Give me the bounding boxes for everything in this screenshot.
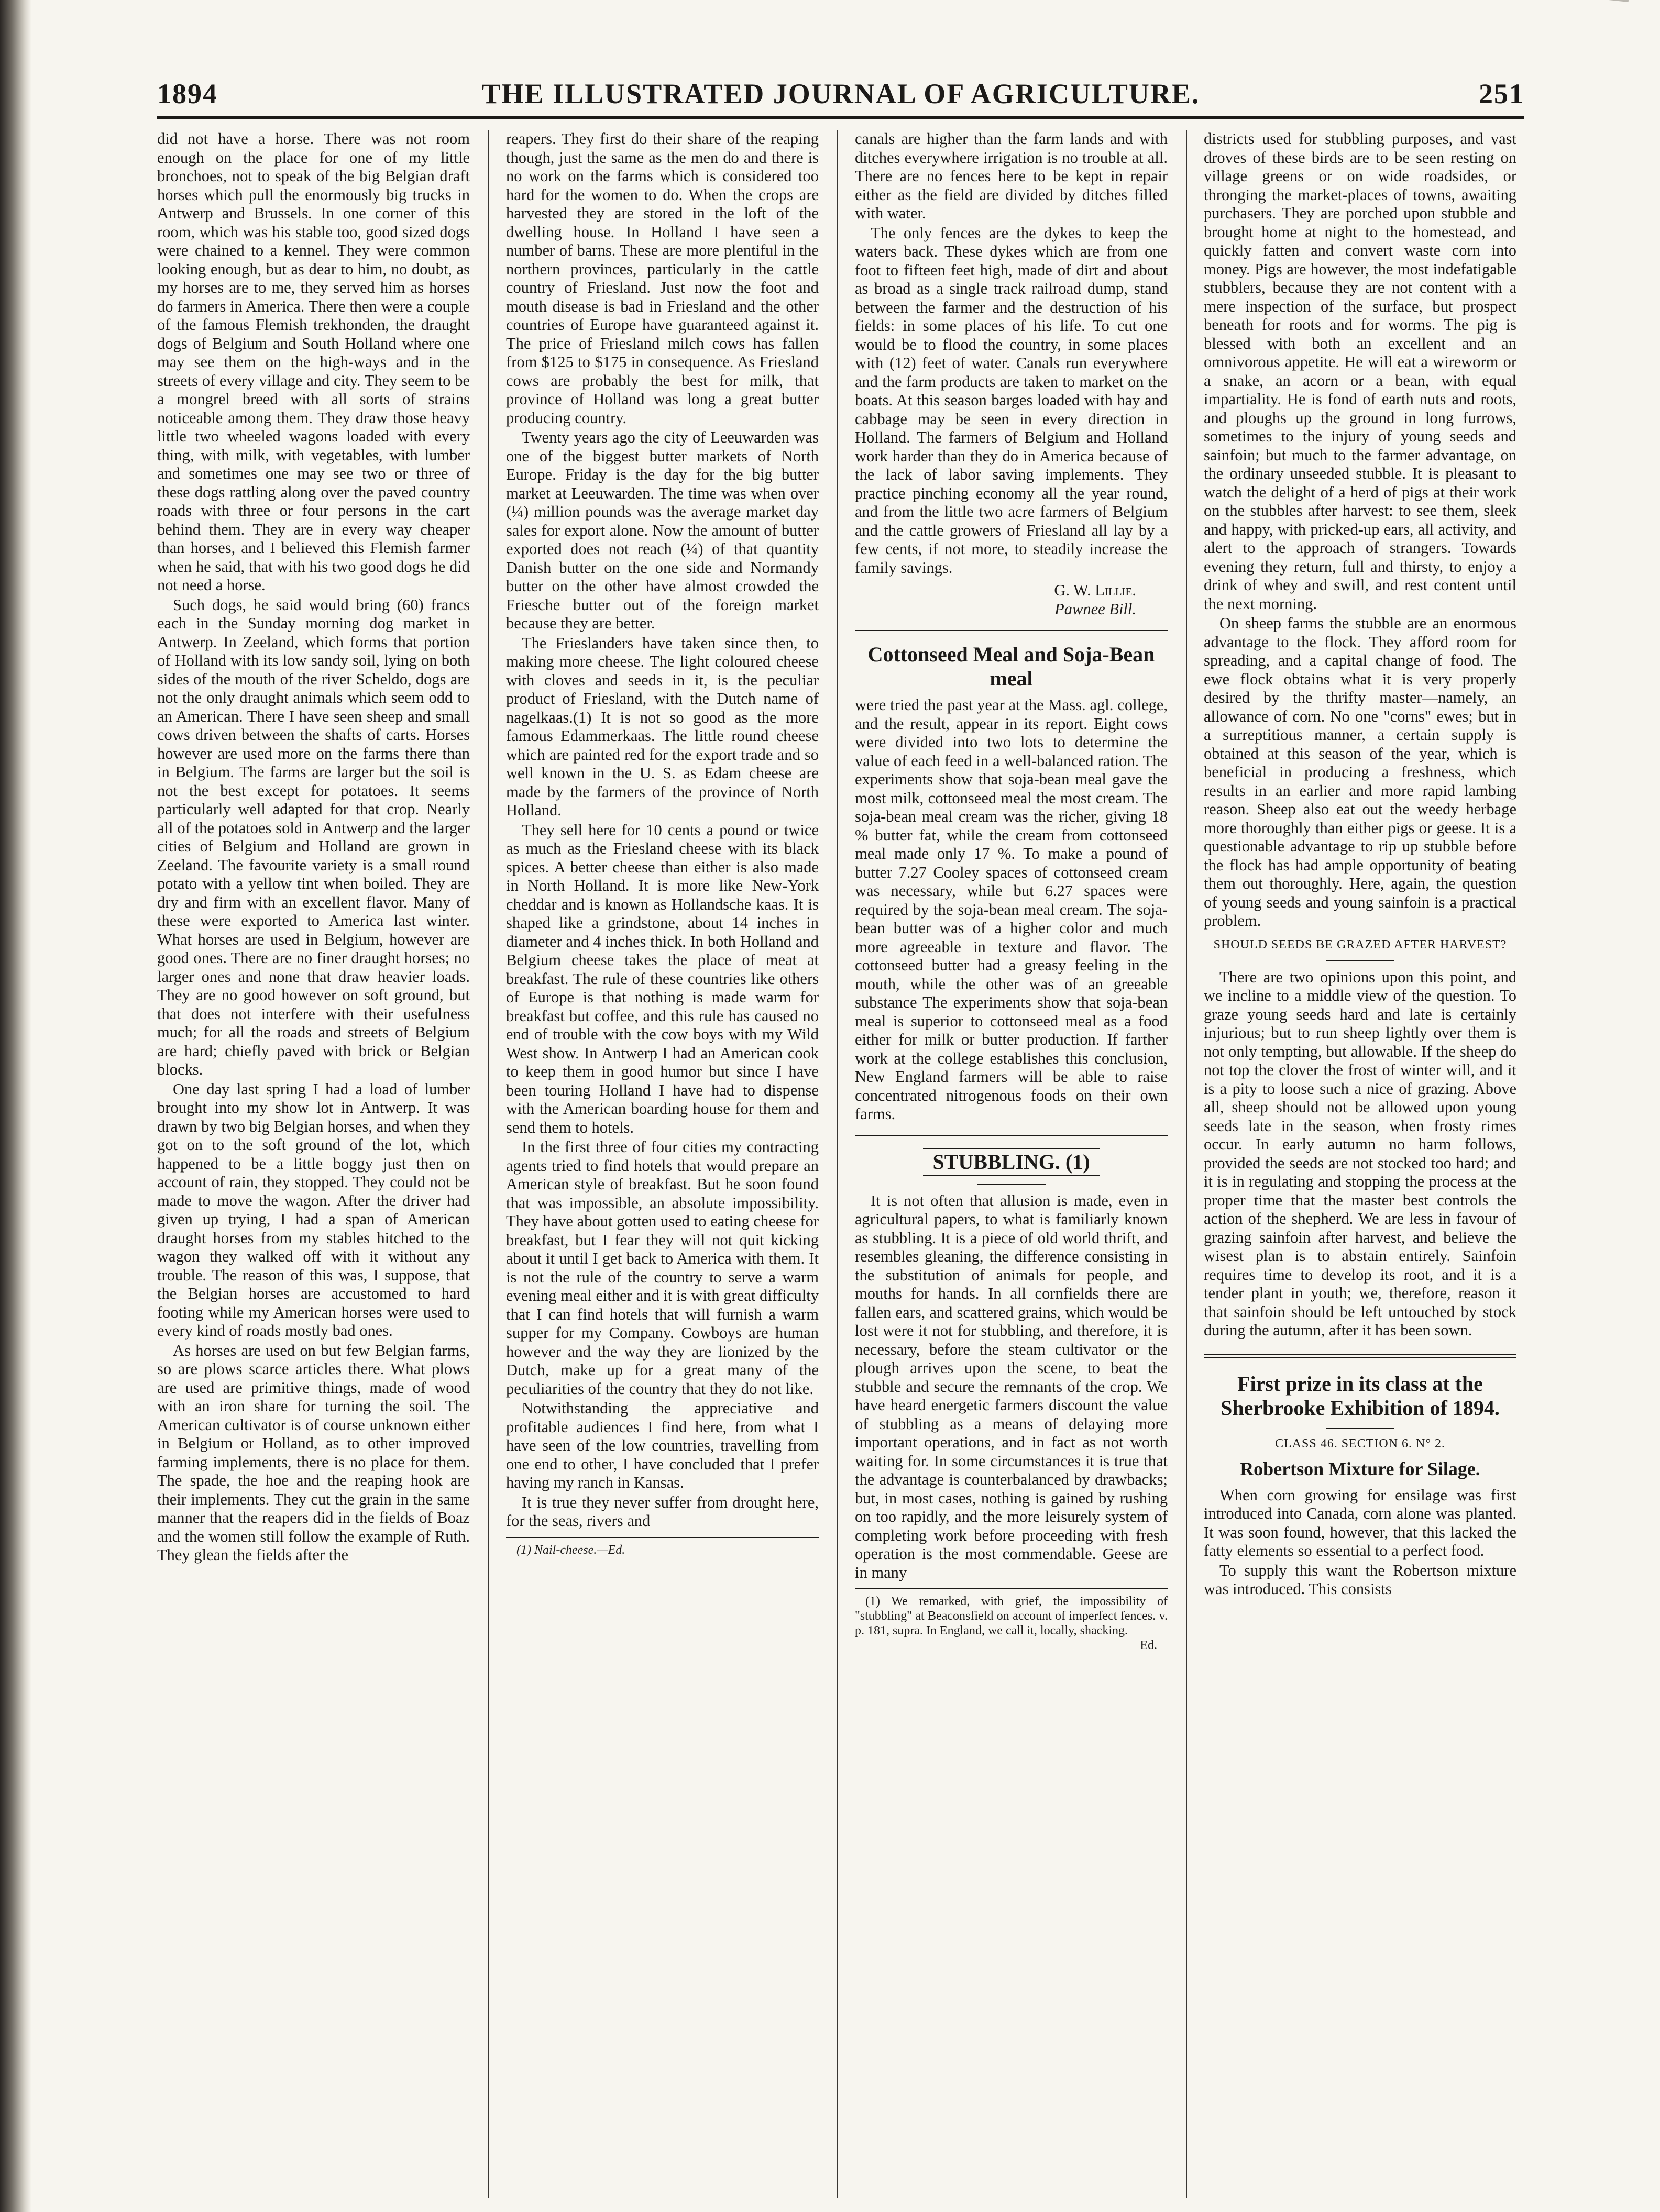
article-separator [855, 1135, 1168, 1136]
paragraph: There are two opinions upon this point, and we incline to a middle view of the question. To graze young seeds hard and late is certainly injurious; but to run sheep lightly over them is not only tempting, but allowable. If the sheep do not top the clover the frost of winter will, and it is a pity to loose such a nice of grazing. Above all, sheep should not be allowed upon young seeds late in the season, when frosty rimes occur. In early autumn no harm follows, provided the seeds are not stocked too hard; and it is in regulating and stopping the process at the proper time that the master best controls the action of the shepherd. We are less in favour of grazing sainfoin after harvest, and believe the wisest plan is to abstain entirely. Sainfoin requires time to develop its root, and it is a tender plant in youth; we, therefore, reason it that sainfoin should be left untouched by stock during the autumn, after it has been sown. [1204, 968, 1516, 1339]
footnote-rule [855, 1588, 1168, 1589]
paragraph: It is true they never suffer from drought here, for the seas, rivers and [506, 1493, 819, 1530]
column-divider [488, 130, 489, 2198]
stubbling-title: STUBBLING. (1) [923, 1148, 1099, 1176]
paragraph: reapers. They first do their share of the reaping though, just the same as the men do and there is no work on the farms which is considered too hard for the women to do. When the crops are harvested they are stored in the loft of the dwelling house. In Holland I have seen a number of barns. These are more plentiful in the northern provinces, particularly in the cattle country of Friesland. Just now the foot and mouth disease is bad in Friesland and the other countries of Europe have guaranteed against it. The price of Friesland milch cows has fallen from $125 to $175 in consequence. As Friesland cows are probably the best for milk, that province of Holland was long a great butter producing country. [506, 130, 819, 427]
paragraph: One day last spring I had a load of lumber brought into my show lot in Antwerp. It was drawn by two big Belgian horses, and when they got on to the soft ground of the lot, which happened to be a little boggy just then on account of rain, they stopped. They could not be made to move the wagon. After the driver had given up trying, I had a span of American draught horses from my stables hitched to the wagon they walked off with it without any trouble. The reason of this was, I suppose, that the Belgian horses are accustomed to hard footing while my American horses were used to every kind of roads mostly bad ones. [157, 1080, 470, 1340]
header-year: 1894 [157, 78, 218, 109]
column-3 [855, 130, 1168, 2198]
paragraph: districts used for stubbling purposes, and vast droves of these birds are to be seen resting on village greens or on wide roadsides, or thronging the market-places of towns, awaiting purchasers. They are porched upon stubble and brought home at night to the homestead, and quickly fatten and convert waste corn into money. Pigs are however, the most indefatigable stubblers, because they are not content with a mere inspection of the surface, but prospect beneath for roots and for worms. The pig is blessed with both an excellent and an omnivorous appetite. He will eat a wireworm or a snake, an acorn or a bean, with equal impartiality. He is fond of earth nuts and roots, and ploughs up the ground in long furrows, sometimes to the injury of young seeds and sainfoin; but much to the farmer advantage, on the ordinary unseeded stubble. It is pleasant to watch the delight of a herd of pigs at their work on the stubbles after harvest: to see them, sleek and happy, with pricked-up ears, all activity, and alert to the approach of strangers. Towards evening they return, full and thirsty, to enjoy a drink of whey and swill, and rest content until the next morning. [1204, 130, 1516, 613]
mixture-title: Robertson Mixture for Silage. [1240, 1458, 1480, 1479]
column-4 [1204, 130, 1516, 2198]
header-rule [157, 116, 1524, 119]
paragraph: did not have a horse. There was not room enough on the place for one of my little bronchoes, not to speak of the big Belgian draft horses which pull the enormously big trucks in Antwerp and Brussels. In one corner of this room, which was his stable too, good sized dogs were chained to a kennel. They were common looking enough, but as dear to him, no doubt, as my horses are to me, they served him as horses do farmers in America. There then were a couple of the famous Flemish trekhonden, the draught dogs of Belgium and South Holland where one may see them on the high-ways and in the streets of every village and city. They seem to be a mongrel breed with all sorts of strains noticeable among them. They draw those heavy little two wheeled wagons loaded with every thing, with milk, with vegetables, with lumber and sometimes one may see two or three of these dogs rattling along over the paved country roads with three or four persons in the cart behind them. They are in every way cheaper than horses, and I believed this Flemish farmer when he said, that with his two good dogs he did not need a horse. [157, 130, 470, 594]
column-divider [837, 130, 838, 2198]
paragraph: As horses are used on but few Belgian farms, so are plows scarce articles there. What plows are used are primitive things, made of wood with an iron share for turning the soil. The American cultivator is of course unknown either in Belgium or Holland, as to other improved farming implements, there is no place for them. The spade, the hoe and the reaping hook are their implements. They cut the grain in the same manner that the reapers did in the fields of Boaz and the women still follow the example of Ruth. They glean the fields after the [157, 1341, 470, 1564]
article-separator [855, 630, 1168, 631]
article-title-cottonseed: Cottonseed Meal and Soja-Bean meal [867, 643, 1155, 690]
paragraph: On sheep farms the stubble are an enormous advantage to the flock. They afford room for spreading, and a capital change of food. The ewe flock obtains what it is very properly desired by the thrifty master—namely, an allowance of corn. No one "corns" ewes; but in a surreptitious manner, a certain supply is obtained at this season of the year, which is beneficial in producing a freshness, which results in an earlier and more rapid lambing reason. Sheep also eat out the weedy herbage more thoroughly than either pigs or geese. It is a questionable advantage to rip up stubble before the flock has had ample opportunity of beating them out thoroughly. Here, again, the question of young seeds and young sainfoin is a practical problem. [1204, 614, 1516, 930]
paragraph: They sell here for 10 cents a pound or twice as much as the Friesland cheese with its black spices. A better cheese than either is also made in North Holland. It is more like New-York cheddar and is known as Hollandsche kaas. It is shaped like a grindstone, about 14 inches in diameter and 4 inches thick. In both Holland and Belgium cheese takes the place of meat at breakfast. The rule of these countries like others of Europe is that nothing is made warm for breakfast but coffee, and this rule has caused no end of trouble with the cow boys with my Wild West show. In Antwerp I had an American cook to keep them in good humor but since I have been touring Holland I have had to dispense with the American boarding house for them and send them to hotels. [506, 821, 819, 1136]
article-separator [1204, 1354, 1516, 1358]
paragraph: To supply this want the Robertson mixture was introduced. This consists [1204, 1561, 1516, 1598]
paragraph: When corn growing for ensilage was first introduced into Canada, corn alone was planted. It was soon found, however, that this lacked the fatty elements so essential to a perfect food. [1204, 1486, 1516, 1560]
author-signature: G. W. Lillie. [1054, 581, 1136, 599]
footnote [855, 1594, 1168, 1653]
section-subheading: SHOULD SEEDS BE GRAZED AFTER HARVEST? [1213, 937, 1507, 952]
paragraph: It is not often that allusion is made, even in agricultural papers, to what is familiarly known as stubbling. It is a piece of old world thrift, and resembles gleaning, the difference consisting in the substitution of animals for people, and mouths for hands. In all cornfields there are fallen ears, and scattered grains, which would be lost were it not for stubbling, and therefore, it is necessary, before the steam cultivator or the plough arrives upon the scene, to beat the stubble and secure the remnants of the crop. We have heard energetic farmers discount the value of stubbling as a means of delaying more important operations, and in fact as not worth waiting for. In some circumstances it is true that the advantage is counterbalanced by drawbacks; but, in most cases, nothing is gained by rushing on too rapidly, and the more leisurely system of completing work before proceeding with fresh operation is the most commendable. Geese are in many [855, 1191, 1168, 1581]
footnote-signature: Ed. [1140, 1639, 1157, 1652]
page-header [157, 78, 1524, 111]
footnote-text: (1) We remarked, with grief, the impossibility of "stubbling" at Beaconsfield on account of imperfect fences. v. p. 181, supra. In England, we call it, locally, shacking. [855, 1595, 1168, 1638]
footnote [506, 1543, 819, 1557]
journal-title: THE ILLUSTRATED JOURNAL OF AGRICULTURE. [481, 78, 1200, 109]
page-corner-crease [1453, 0, 1629, 39]
author-alias: Pawnee Bill. [1054, 600, 1136, 618]
paragraph: canals are higher than the farm lands and with ditches everywhere irrigation is no trouble at all. There are no fences here to be kept in repair either as the field are divided by ditches filled with water. [855, 130, 1168, 222]
prize-title: First prize in its class at the Sherbrooke Exhibition of 1894. [1221, 1372, 1500, 1420]
page-number: 251 [1479, 78, 1524, 109]
footnote-text: (1) Nail-cheese.—Ed. [516, 1543, 625, 1557]
column-2 [506, 130, 819, 2198]
paragraph: In the first three of four cities my contracting agents tried to find hotels that would prepare an American style of breakfast. But he soon found that was impossible, an absolute impossibility. They have about gotten used to eating cheese for breakfast, but I fear they will not quit kicking about it until I get back to America with them. It is not the rule of the country to serve a warm evening meal either and it is with great difficulty that I can find hotels that will furnish a warm supper for my Company. Cowboys are human however and the way they are lionized by the Dutch, make up for a great many of the peculiarities of the country that they do not like. [506, 1138, 819, 1398]
column-divider [1186, 130, 1187, 2198]
paragraph: The Frieslanders have taken since then, to making more cheese. The light coloured cheese with cloves and seeds in it, is the peculiar product of Friesland, with the Dutch name of nagelkaas.(1) It is not so good as the more famous Edammerkaas. The little round cheese which are painted red for the export trade and so well known in the U. S. as Edam cheese are made by the farmers of the province of North Holland. [506, 634, 819, 819]
title-rule [977, 1184, 1046, 1185]
footnote-rule [506, 1537, 819, 1538]
paragraph: Twenty years ago the city of Leeuwarden was one of the biggest butter markets of North Europe. Friday is the day for the big butter market at Leeuwarden. The time was when over (¼) million pounds was the average market day sales for export alone. Now the amount of butter exported does not reach (¼) of that quantity Danish butter on the one side and Normandy butter on the other have almost crowded the Friesche butter out of the foreign market because they are better. [506, 428, 819, 632]
article-title-stubbling [855, 1148, 1168, 1176]
class-section-line: CLASS 46. SECTION 6. N° 2. [1275, 1436, 1445, 1451]
paragraph: Such dogs, he said would bring (60) francs each in the Sunday morning dog market in Antwerp. In Zeeland, which forms that portion of Holland with its low sandy soil, lying on both sides of the mouth of the river Scheldo, dogs are not the only draught animals which seem odd to an American. There I have seen sheep and small cows driven between the shafts of carts. Horses however are used more on the farms there than in Belgium. The farms are larger but the soil is not the best except for potatoes. It seems particularly well adapted for that crop. Nearly all of the potatoes sold in Antwerp and the larger cities of Belgium and Holland are grown in Zeeland. The favourite variety is a small round potato with a yellow tint when boiled. They are dry and firm with an excellent flavor. Many of these were exported to America last winter. What horses are used in Belgium, however are good ones. There are no finer draught horses; no larger ones and none that draw heavier loads. They are no good however on soft ground, but that does not interfere with their usefulness much; for all the roads and streets of Belgium are hard; chiefly paved with brick or Belgian blocks. [157, 595, 470, 1078]
paragraph: The only fences are the dykes to keep the waters back. These dykes which are from one foot to fifteen feet high, made of dirt and about as broad as a single track railroad dump, stand between the farmer and the destruction of his fields: in some places of his life. To cut one would be to flood the country, in some places with (12) feet of water. Canals run everywhere and the farm products are taken to market on the boats. At this season barges loaded with hay and cabbage may be seen in every direction in Holland. The farmers of Belgium and Holland work harder than they do in America because of the lack of labor saving implements. They practice pinching economy all the year round, and from the little two acre farmers of Belgium and the cattle growers of Friesland all lay by a few cents, if not more, to steadily increase the family savings. [855, 224, 1168, 577]
paragraph: Notwithstanding the appreciative and profitable audiences I find here, from what I have seen of the low countries, travelling from one end to other, I have concluded that I prefer having my ranch in Kansas. [506, 1399, 819, 1491]
paragraph: were tried the past year at the Mass. agl. college, and the result, appear in its report. Eight cows were divided into two lots to determine the value of each feed in a well-balanced ration. The experiments show that soja-bean meal gave the most milk, cottonseed meal the most cream. The soja-bean meal cream was the richer, giving 18 % butter fat, while the cream from cottonseed meal made only 17 %. To make a pound of butter 7.27 Cooley spaces of cottonseed cream was necessary, while but 6.27 spaces were required by the soja-bean meal cream. The soja-bean butter was of a higher color and much more agreeable in texture and flavor. The cottonseed butter had a greasy feeling in the mouth, while the other was of an greeable substance The experiments show that soja-bean meal is superior to cottonseed meal as a food either for milk or butter production. If farther work at the college establishes this conclusion, New England farmers will be able to raise concentrated nitrogenous foods on their own farms. [855, 696, 1168, 1123]
column-1 [157, 130, 470, 2198]
title-rule [1326, 960, 1394, 961]
page-binding-shadow [0, 0, 31, 2212]
title-rule [1326, 1428, 1394, 1429]
